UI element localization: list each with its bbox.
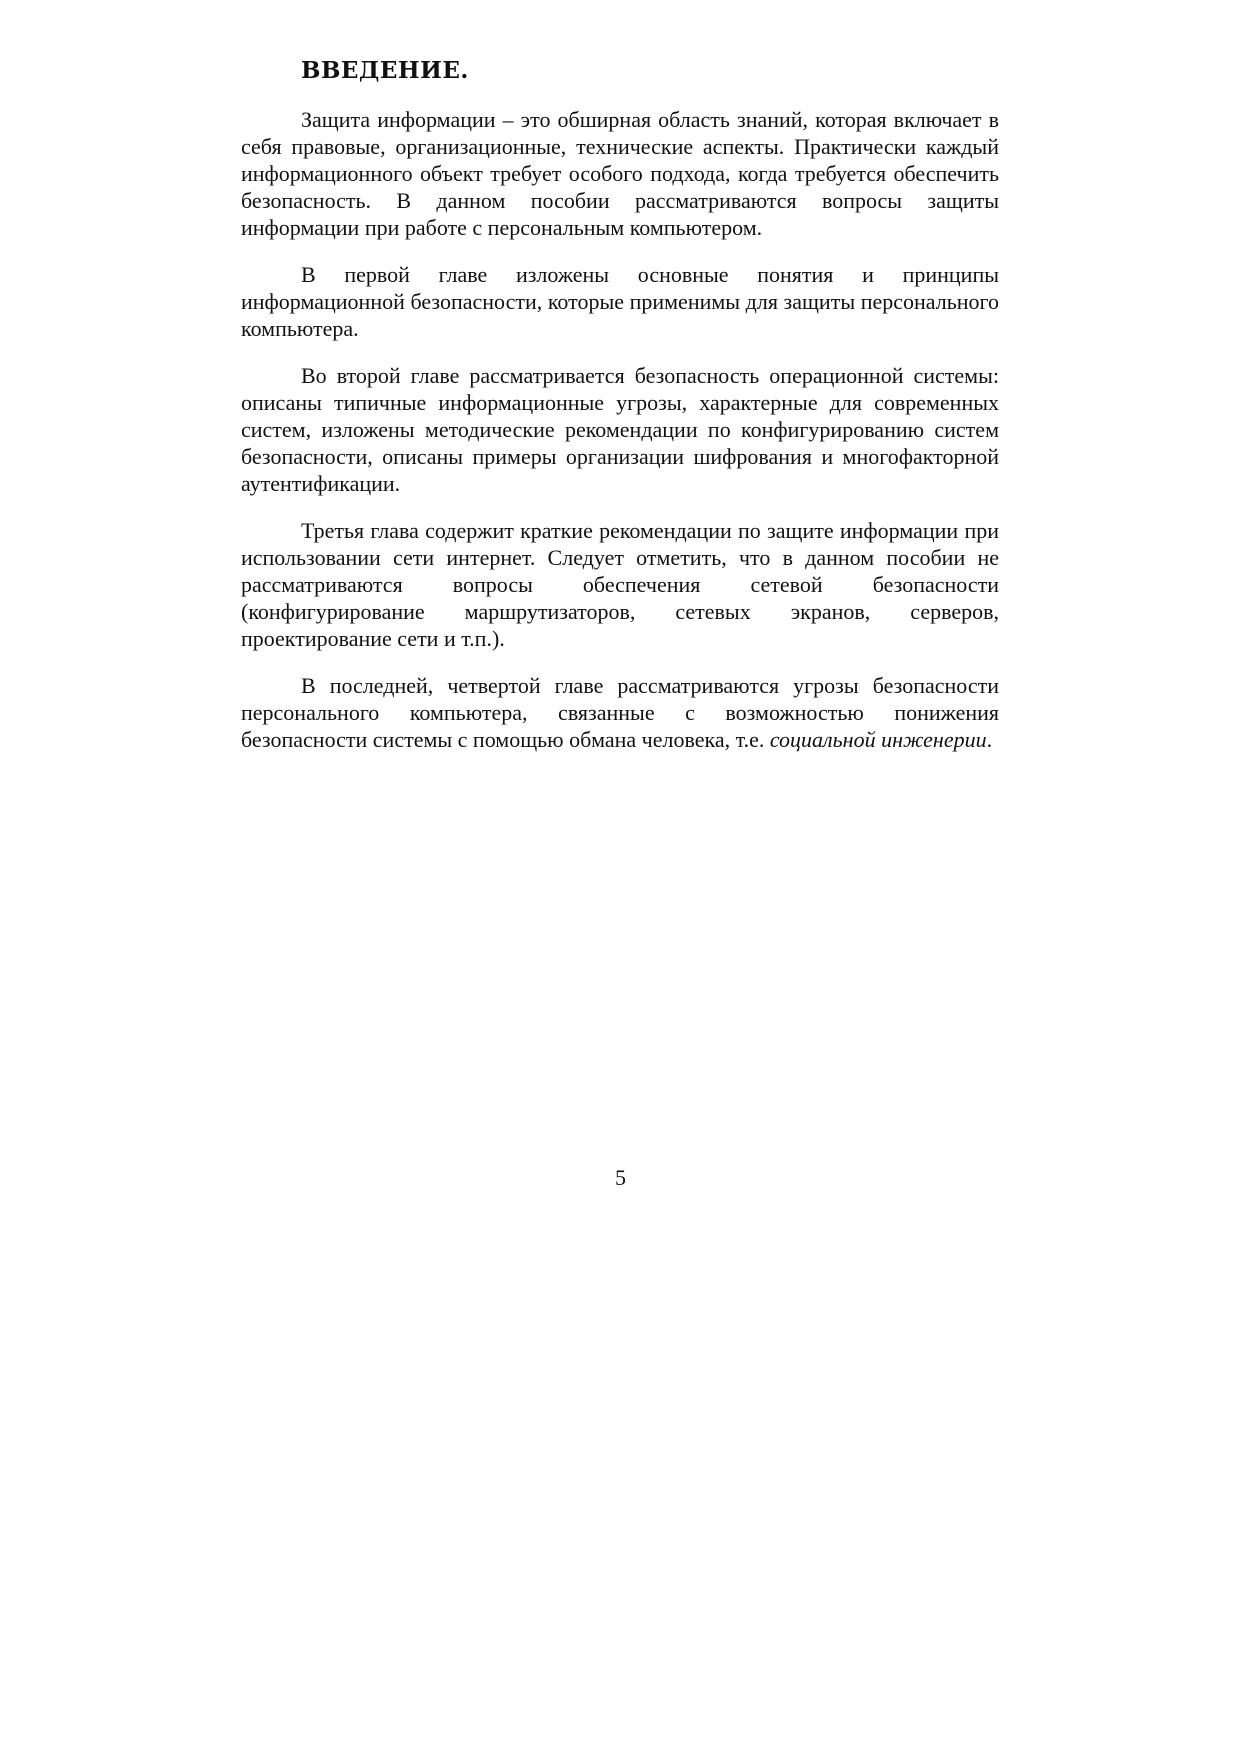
paragraph-chapter-1: В первой главе изложены основные понятия и принципы информационной безопасности, которые применимы для защиты персонального компьютера. <box>241 262 999 341</box>
paragraph-chapter-4-text: В последней, четвертой главе рассматриваются угрозы безопасности персонального компьютера, связанные с возможностью понижения безопасности системы с помощью обмана человека, т.е. <box>241 673 999 752</box>
paragraph-intro: Защита информации – это обширная область знаний, которая включает в себя правовые, организационные, технические аспекты. Практически каждый информационного объект требует особого подхода, когда требуется обеспечить безопасность. В данном пособии рассматриваются вопросы защиты информации при работе с персональным компьютером. <box>241 107 999 240</box>
emphasis-term: социальной инженерии <box>769 727 987 752</box>
page-number: 5 <box>615 1165 626 1190</box>
paragraph-chapter-4-end: . <box>986 727 993 752</box>
text-column <box>241 56 999 773</box>
section-heading: ВВЕДЕНИЕ. <box>301 57 469 84</box>
paragraph-chapter-4 <box>241 672 999 753</box>
paragraph-chapter-2: Во второй главе рассматривается безопасность операционной системы: описаны типичные информационные угрозы, характерные для современных систем, изложены методические рекомендации по конфигурированию систем безопасности, описаны примеры организации шифрования и многофакторной аутентификации. <box>241 363 999 496</box>
paragraph-chapter-3: Третья глава содержит краткие рекомендации по защите информации при использовании сети интернет. Следует отметить, что в данном пособии не рассматриваются вопросы обеспечения сетевой безопасности (конфигурирование маршрутизаторов, сетевых экранов, серверов, проектирование сети и т.п.). <box>241 518 999 651</box>
